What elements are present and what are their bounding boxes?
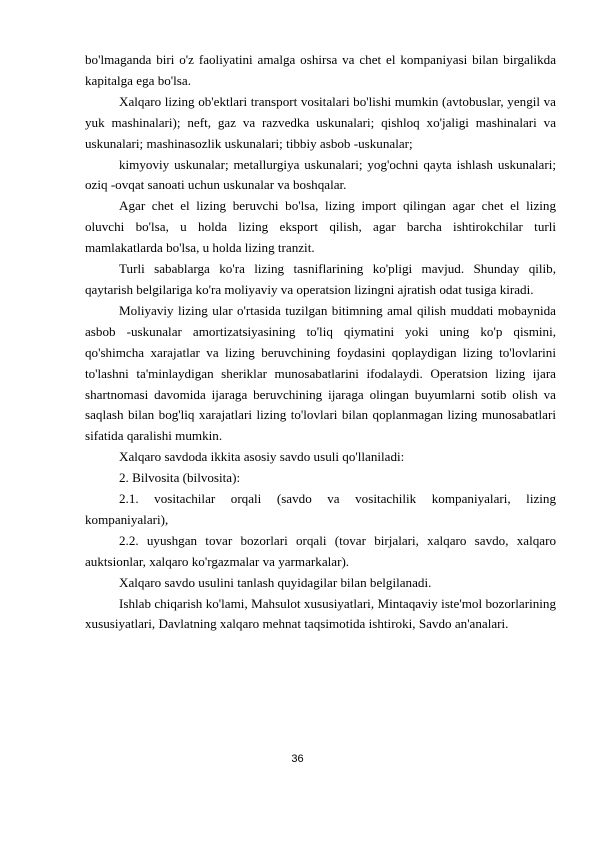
- paragraph-10: 2.2. uyushgan tovar bozorlari orqali (tovar birjalari, xalqaro savdo, xalqaro auktsionlar, xalqaro ko'rgazmalar va yarmarkalar).: [85, 532, 556, 569]
- page-body: [85, 50, 556, 635]
- paragraph-3: kimyoviy uskunalar; metallurgiya uskunalari; yog'ochni qayta ishlash uskunalari; oziq -ovqat sanoati uchun uskunalar va boshqalar.: [85, 156, 556, 193]
- paragraph-4: Agar chet el lizing beruvchi bo'lsa, lizing import qilingan agar chet el lizing oluvchi bo'lsa, u holda lizing eksport qilish, agar barcha ishtirokchilar turli mamlakatlarda bo'lsa, u holda lizing tranzit.: [85, 198, 556, 256]
- paragraph-12: Ishlab chiqarish ko'lami, Mahsulot xususiyatlari, Mintaqaviy iste'mol bozorlarining xususiyatlari, Davlatning xalqaro mehnat taqsimotida ishtiroki, Savdo an'analari.: [85, 595, 556, 632]
- paragraph-2: Xalqaro lizing ob'ektlari transport vositalari bo'lishi mumkin (avtobuslar, yengil va yuk mashinalari); neft, gaz va razvedka uskunalari; qishloq xo'jaligi mashinalari va uskunalari; mashinasozlik uskunalari; tibbiy asbob -uskunalar;: [85, 93, 556, 151]
- paragraph-1: bo'lmaganda biri o'z faoliyatini amalga oshirsa va chet el kompaniyasi bilan birgalikda kapitalga ega bo'lsa.: [85, 52, 556, 88]
- paragraph-7: Xalqaro savdoda ikkita asosiy savdo usuli qo'llaniladi:: [119, 449, 405, 465]
- paragraph-8: 2. Bilvosita (bilvosita):: [119, 470, 241, 486]
- page-number: 36: [291, 753, 304, 765]
- paragraph-11: Xalqaro savdo usulini tanlash quyidagilar bilan belgilanadi.: [119, 574, 432, 590]
- paragraph-6: Moliyaviy lizing ular o'rtasida tuzilgan bitimning amal qilish muddati mobaynida asbob -uskunalar amortizatsiyasining to'liq qiymatini yoki uning ko'p qismini, qo'shimcha xarajatlar va lizing beruvchining foydasini qoplaydigan lizing to'lovlarini to'lashni ta'minlaydigan sheriklar munosabatlarini ifodalaydi. Operatsion lizing ijara shartnomasi davomida ijaraga beruvchining ijaraga olingan buyumlarni sotib olish va saqlash bilan bog'liq xarajatlari lizing to'lovlari bilan qoplanmagan lizing munosabatlari sifatida qaralishi mumkin.: [85, 302, 556, 444]
- paragraph-9: 2.1. vositachilar orqali (savdo va vositachilik kompaniyalari, lizing kompaniyalari),: [85, 491, 556, 527]
- paragraph-5: Turli sabablarga ko'ra lizing tasniflarining ko'pligi mavjud. Shunday qilib, qaytarish belgilariga ko'ra moliyaviy va operatsion lizingni ajratish odat tusiga kiradi.: [85, 261, 556, 297]
